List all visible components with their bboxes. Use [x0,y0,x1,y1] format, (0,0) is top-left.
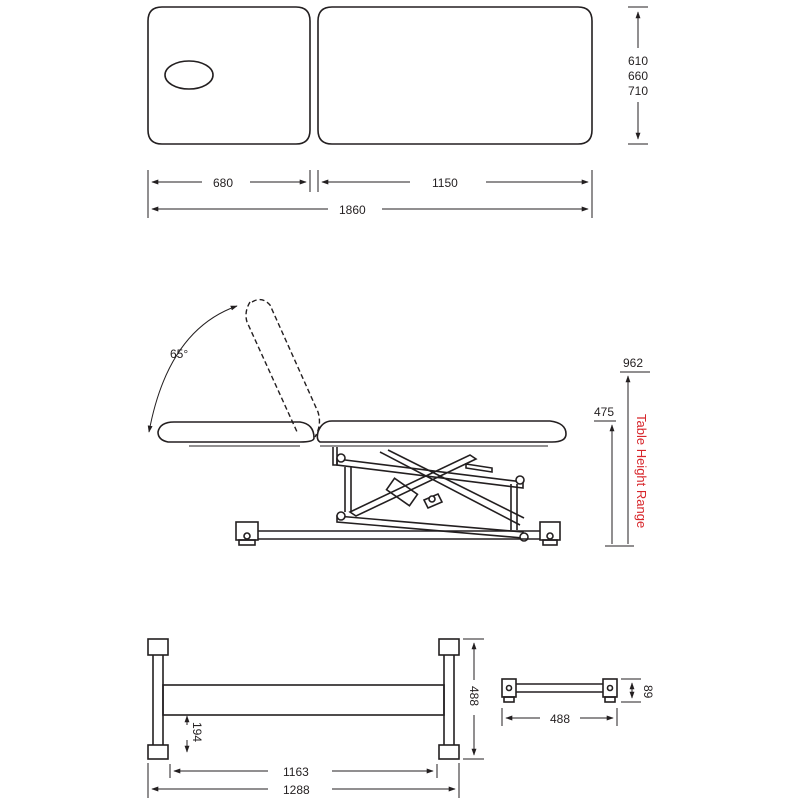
end-width-label: 488 [550,712,571,726]
side-view [149,300,650,546]
clearance-label: 194 [190,722,204,743]
width-660-label: 660 [628,69,649,83]
face-hole [165,61,213,89]
total-length-label: 1860 [339,203,366,217]
height-range-label: Table Height Range [634,414,649,529]
head-length-label: 680 [213,176,234,190]
body-cushion [317,421,566,442]
inner-length-label: 1163 [283,765,309,779]
head-section-outline [148,7,310,144]
outer-length-label: 1288 [283,783,310,797]
angle-arc [149,306,237,432]
width-610-label: 610 [628,54,649,68]
lift-mechanism [333,447,528,541]
max-height-label: 962 [623,356,644,370]
base-view [148,639,484,798]
width-710-label: 710 [628,84,649,98]
body-section-outline [318,7,592,144]
body-length-label: 1150 [432,176,458,190]
head-cushion [158,422,314,442]
base-height-label: 488 [467,686,481,707]
min-height-label: 475 [594,405,615,419]
top-view [148,7,648,218]
end-view [502,679,655,726]
end-height-label: 89 [641,685,655,699]
raised-backrest-outline [252,300,319,437]
backrest-angle-label: 65° [170,347,189,361]
